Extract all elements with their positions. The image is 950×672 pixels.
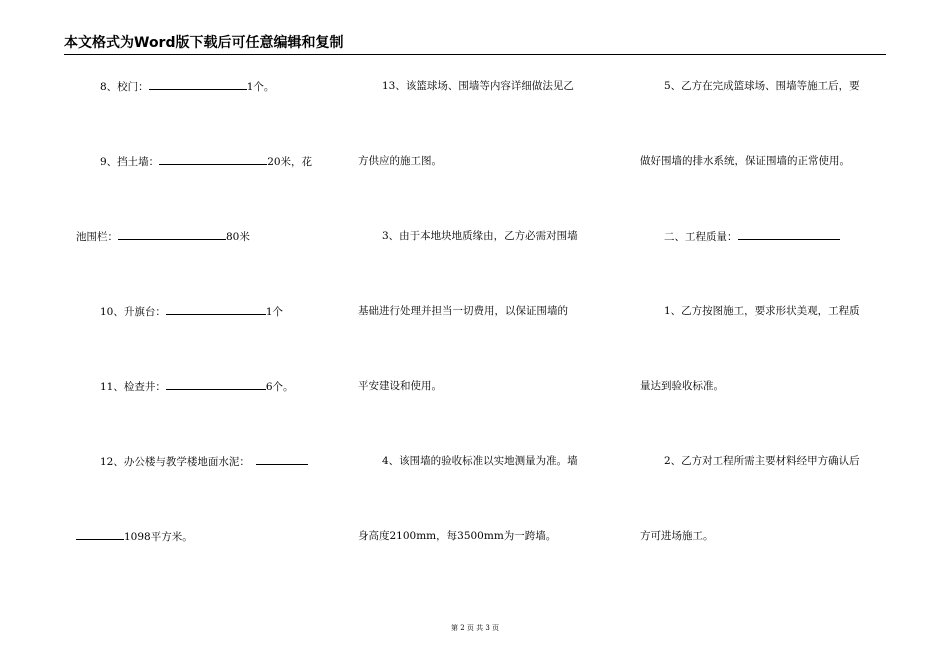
section-heading-quality bbox=[640, 229, 840, 244]
item-8-gate bbox=[76, 79, 274, 94]
item-label: 8、校门： bbox=[100, 81, 149, 93]
fill-blank bbox=[738, 229, 840, 240]
item-9-retaining-wall bbox=[76, 154, 312, 169]
item-value: 20米，花 bbox=[267, 156, 313, 168]
paragraph-line: 13、该篮球场、围墙等内容详细做法见乙 bbox=[382, 80, 574, 92]
fill-blank bbox=[166, 379, 266, 390]
page-number: 第 2 页 共 3 页 bbox=[450, 624, 500, 632]
paragraph-line: 3、由于本地块地质缘由，乙方必需对围墙 bbox=[382, 230, 578, 242]
item-12-area bbox=[76, 529, 193, 544]
fill-blank bbox=[256, 454, 308, 465]
paragraph-line: 2、乙方对工程所需主要材料经甲方确认后 bbox=[664, 455, 860, 467]
paragraph-line: 方供应的施工图。 bbox=[358, 155, 442, 167]
paragraph-line: 身高度2100mm，每3500mm为一跨墙。 bbox=[358, 530, 557, 542]
item-value: 80米 bbox=[226, 231, 250, 243]
paragraph-line: 5、乙方在完成篮球场、围墙等施工后，要 bbox=[664, 80, 860, 92]
item-label: 11、检查井： bbox=[100, 381, 166, 393]
item-12-cement-floor bbox=[76, 454, 308, 469]
heading-label: 二、工程质量： bbox=[664, 231, 738, 243]
paragraph-line: 1、乙方按图施工，要求形状美观，工程质 bbox=[664, 305, 860, 317]
paragraph-line: 基础进行处理并担当一切费用，以保证围墙的 bbox=[358, 305, 568, 317]
paragraph-line: 平安建设和使用。 bbox=[358, 380, 442, 392]
item-label: 9、挡土墙： bbox=[100, 156, 160, 168]
column-1 bbox=[76, 0, 336, 672]
item-11-inspection-well bbox=[76, 379, 294, 394]
fill-blank bbox=[149, 79, 247, 90]
document-header: 本文格式为Word版下载后可任意编辑和复制 bbox=[64, 32, 886, 55]
paragraph-line: 量达到验收标准。 bbox=[640, 380, 724, 392]
item-value: 6个。 bbox=[265, 381, 294, 393]
fill-blank bbox=[166, 304, 266, 315]
paragraph-line: 做好围墙的排水系统，保证围墙的正常使用。 bbox=[640, 155, 850, 167]
paragraph-line: 4、该围墙的验收标准以实地测量为准。墙 bbox=[382, 455, 578, 467]
paragraph-line: 方可进场施工。 bbox=[640, 530, 714, 542]
item-label: 12、办公楼与教学楼地面水泥： bbox=[100, 456, 250, 468]
item-10-flag-platform bbox=[76, 304, 283, 319]
item-label: 池围栏： bbox=[76, 231, 118, 243]
item-label: 10、升旗台： bbox=[100, 306, 166, 318]
item-value: 1098平方米。 bbox=[124, 531, 193, 543]
fill-blank bbox=[159, 154, 267, 165]
fill-blank bbox=[76, 529, 124, 540]
item-9-flowerbed-fence bbox=[76, 229, 250, 244]
fill-blank bbox=[118, 229, 226, 240]
item-value: 1个。 bbox=[246, 81, 275, 93]
column-3 bbox=[640, 0, 890, 672]
item-value: 1个 bbox=[265, 306, 284, 318]
column-2 bbox=[358, 0, 618, 672]
